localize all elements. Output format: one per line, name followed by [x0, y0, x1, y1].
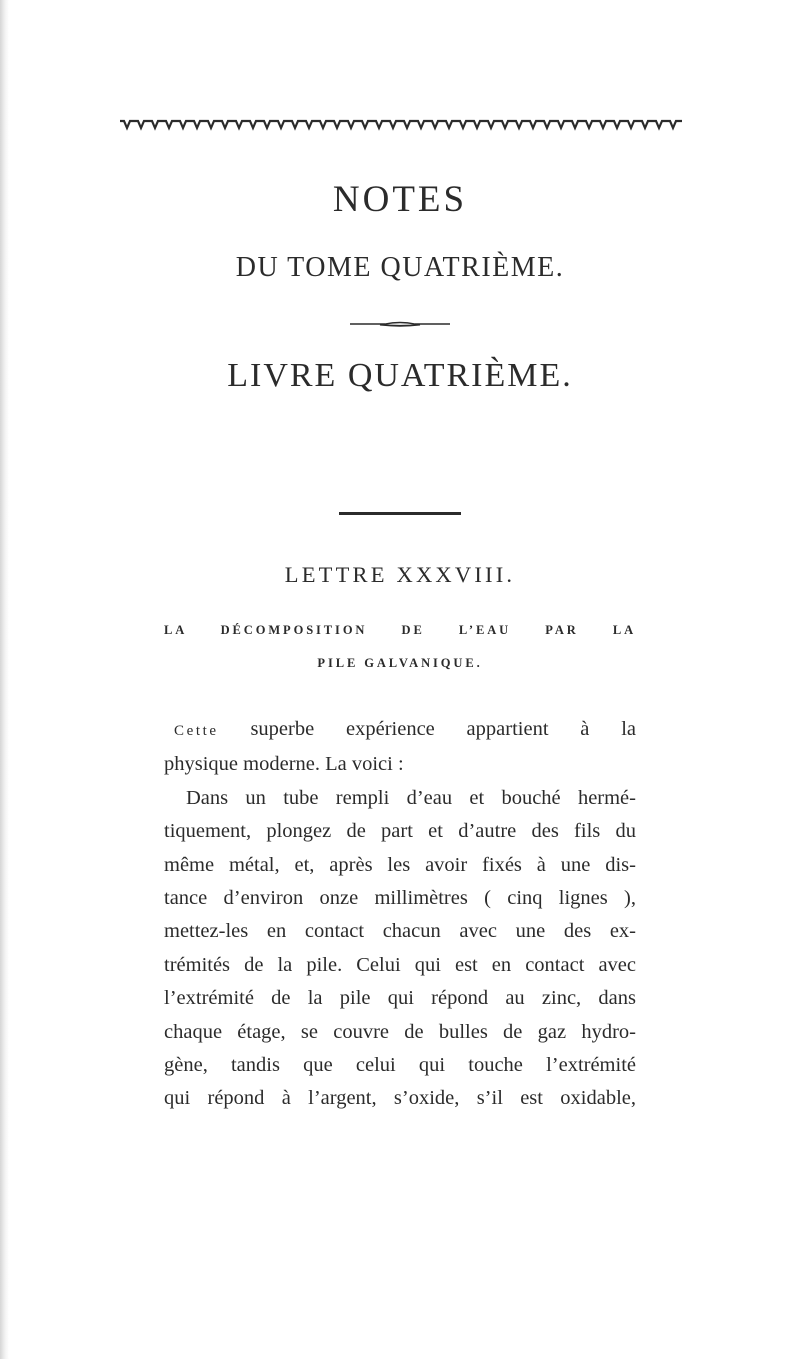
text-line: trémités de la pile. Celui qui est en contact avec [164, 953, 636, 976]
decorative-rule [350, 321, 450, 327]
text-line: chaque étage, se couvre de bulles de gaz hydro- [164, 1020, 636, 1043]
decorative-ornament-border [120, 118, 682, 132]
letter-title: LETTRE XXXVIII. [284, 562, 516, 587]
text-line: tance d’environ onze millimètres ( cinq lignes ), [164, 887, 636, 910]
text-line: l’extrémité de la pile qui répond au zinc, dans [164, 987, 636, 1010]
text-line: physique moderne. La voici : [164, 753, 404, 776]
text-line: Dans un tube rempli d’eau et bouché hermé- [186, 786, 636, 809]
section-divider [339, 512, 461, 515]
page-title: NOTES [332, 179, 468, 220]
letter-heading-line-1: LA DÉCOMPOSITION DE L’EAU PAR LA [164, 623, 636, 637]
text-line: gène, tandis que celui qui touche l’extrémité [164, 1054, 636, 1077]
text-line: qui répond à l’argent, s’oxide, s’il est oxidable, [164, 1087, 636, 1110]
letter-heading-line-2: PILE GALVANIQUE. [317, 656, 483, 670]
text-line: mettez-les en contact chacun avec une des ex- [164, 920, 636, 943]
text-line: tiquement, plongez de part et d’autre des fils du [164, 820, 636, 843]
text-line: même métal, et, après les avoir fixés à une dis- [164, 853, 636, 876]
body-text [164, 713, 636, 1116]
page-subtitle: DU TOME QUATRIÈME. [235, 252, 565, 283]
text-line [164, 713, 636, 748]
lead-word: Cette [174, 723, 219, 739]
text-line-content: superbe expérience appartient à la [218, 718, 636, 740]
book-title: LIVRE QUATRIÈME. [227, 357, 573, 394]
